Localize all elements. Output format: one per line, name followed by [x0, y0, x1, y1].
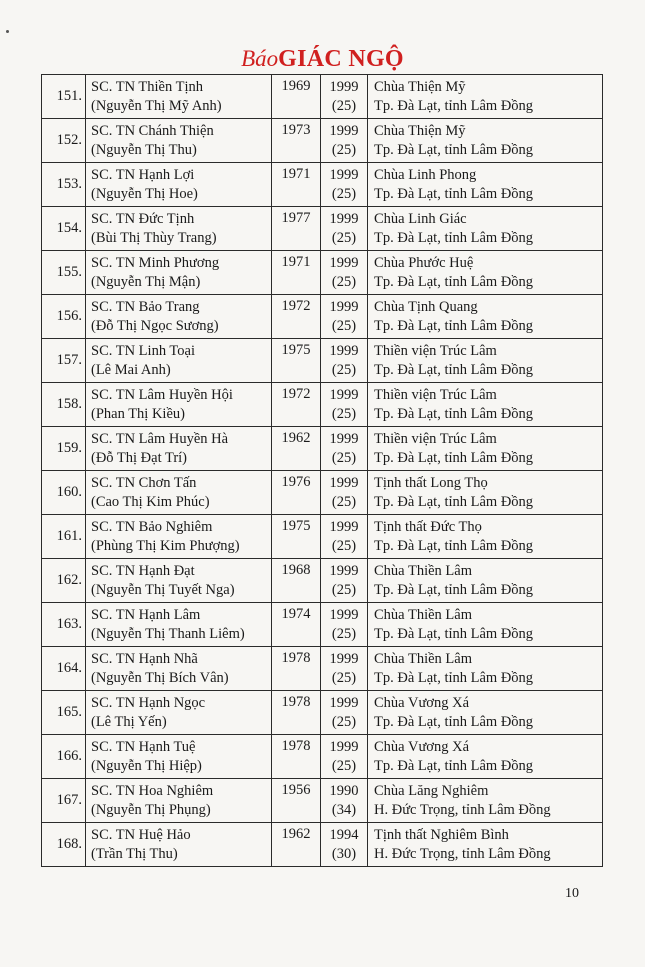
ordination-age: (25) — [331, 273, 357, 290]
birth-year: 1978 — [272, 735, 321, 779]
name-cell — [86, 427, 272, 471]
temple-location: Tp. Đà Lạt, tỉnh Lâm Đồng — [374, 361, 534, 378]
birth-year: 1976 — [272, 471, 321, 515]
ordination-year: 1994 — [329, 826, 359, 843]
ordination-age: (25) — [331, 449, 357, 466]
temple-location: Tp. Đà Lạt, tỉnh Lâm Đồng — [374, 449, 534, 466]
temple-cell — [368, 823, 603, 867]
lay-name: (Trần Thị Thu) — [91, 845, 178, 862]
temple-location: H. Đức Trọng, tỉnh Lâm Đồng — [374, 845, 551, 862]
ordination-cell — [321, 823, 368, 867]
lay-name: (Lê Mai Anh) — [91, 361, 171, 378]
temple-name: Chùa Thiền Lâm — [374, 650, 472, 667]
birth-year: 1978 — [272, 647, 321, 691]
temple-location: Tp. Đà Lạt, tỉnh Lâm Đồng — [374, 229, 534, 246]
birth-year: 1974 — [272, 603, 321, 647]
dharma-name: SC. TN Linh Toại — [91, 342, 195, 359]
table-row — [42, 427, 603, 471]
temple-cell — [368, 515, 603, 559]
temple-location: Tp. Đà Lạt, tỉnh Lâm Đồng — [374, 581, 534, 598]
lay-name: (Nguyễn Thị Hoe) — [91, 185, 198, 202]
ordination-age: (25) — [331, 229, 357, 246]
ordination-year: 1999 — [329, 562, 359, 579]
ordination-cell — [321, 603, 368, 647]
lay-name: (Nguyễn Thị Mận) — [91, 273, 201, 290]
birth-year: 1956 — [272, 779, 321, 823]
temple-name: Chùa Thiện Mỹ — [374, 78, 466, 95]
birth-year: 1978 — [272, 691, 321, 735]
name-cell — [86, 515, 272, 559]
ordination-age: (25) — [331, 581, 357, 598]
temple-cell — [368, 603, 603, 647]
temple-cell — [368, 75, 603, 119]
dharma-name: SC. TN Hạnh Lợi — [91, 166, 195, 183]
ordination-cell — [321, 647, 368, 691]
birth-year: 1968 — [272, 559, 321, 603]
name-cell — [86, 471, 272, 515]
temple-name: Chùa Thiện Mỹ — [374, 122, 466, 139]
lay-name: (Phan Thị Kiều) — [91, 405, 185, 422]
ordination-age: (25) — [331, 405, 357, 422]
dharma-name: SC. TN Bảo Nghiêm — [91, 518, 213, 535]
temple-name: Thiền viện Trúc Lâm — [374, 386, 497, 403]
ordination-cell — [321, 383, 368, 427]
table-row — [42, 823, 603, 867]
name-cell — [86, 647, 272, 691]
dharma-name: SC. TN Thiền Tịnh — [91, 78, 203, 95]
row-number: 167. — [42, 779, 86, 823]
ordination-year: 1999 — [329, 210, 359, 227]
table-row — [42, 559, 603, 603]
temple-location: Tp. Đà Lạt, tỉnh Lâm Đồng — [374, 757, 534, 774]
temple-location: Tp. Đà Lạt, tỉnh Lâm Đồng — [374, 141, 534, 158]
temple-name: Chùa Linh Giác — [374, 210, 467, 227]
temple-cell — [368, 339, 603, 383]
ordination-year: 1999 — [329, 738, 359, 755]
row-number: 157. — [42, 339, 86, 383]
birth-year: 1972 — [272, 295, 321, 339]
dharma-name: SC. TN Hạnh Đạt — [91, 562, 195, 579]
temple-cell — [368, 779, 603, 823]
temple-cell — [368, 427, 603, 471]
row-number: 166. — [42, 735, 86, 779]
ordination-age: (25) — [331, 757, 357, 774]
temple-location: Tp. Đà Lạt, tỉnh Lâm Đồng — [374, 669, 534, 686]
table-row — [42, 207, 603, 251]
table-row — [42, 691, 603, 735]
ordination-year: 1999 — [329, 122, 359, 139]
ordination-cell — [321, 119, 368, 163]
ordination-age: (25) — [331, 625, 357, 642]
row-number: 162. — [42, 559, 86, 603]
lay-name: (Nguyễn Thị Phụng) — [91, 801, 211, 818]
ordination-year: 1999 — [329, 606, 359, 623]
temple-location: Tp. Đà Lạt, tỉnh Lâm Đồng — [374, 713, 534, 730]
ordination-age: (25) — [331, 361, 357, 378]
temple-name: Chùa Vương Xá — [374, 738, 470, 755]
ordination-cell — [321, 427, 368, 471]
masthead-logo — [0, 44, 645, 74]
masthead-part1: Báo — [241, 46, 279, 71]
lay-name: (Phùng Thị Kim Phượng) — [91, 537, 240, 554]
birth-year: 1972 — [272, 383, 321, 427]
name-cell — [86, 251, 272, 295]
temple-location: H. Đức Trọng, tỉnh Lâm Đồng — [374, 801, 551, 818]
temple-name: Tịnh thất Đức Thọ — [374, 518, 482, 535]
row-number: 155. — [42, 251, 86, 295]
ordination-age: (25) — [331, 97, 357, 114]
temple-name: Chùa Tịnh Quang — [374, 298, 478, 315]
dharma-name: SC. TN Hoa Nghiêm — [91, 782, 214, 799]
ordination-year: 1999 — [329, 518, 359, 535]
temple-cell — [368, 735, 603, 779]
temple-cell — [368, 647, 603, 691]
name-cell — [86, 383, 272, 427]
ordination-cell — [321, 471, 368, 515]
row-number: 153. — [42, 163, 86, 207]
ordination-year: 1999 — [329, 430, 359, 447]
row-number: 158. — [42, 383, 86, 427]
ordination-cell — [321, 515, 368, 559]
temple-name: Chùa Thiền Lâm — [374, 606, 472, 623]
ordination-age: (25) — [331, 493, 357, 510]
temple-name: Chùa Vương Xá — [374, 694, 470, 711]
temple-location: Tp. Đà Lạt, tỉnh Lâm Đồng — [374, 97, 534, 114]
table-row — [42, 735, 603, 779]
dharma-name: SC. TN Chánh Thiện — [91, 122, 214, 139]
name-cell — [86, 559, 272, 603]
ordination-year: 1999 — [329, 166, 359, 183]
dharma-name: SC. TN Hạnh Nhã — [91, 650, 198, 667]
lay-name: (Nguyễn Thị Mỹ Anh) — [91, 97, 222, 114]
name-cell — [86, 207, 272, 251]
ordination-age: (25) — [331, 317, 357, 334]
lay-name: (Bùi Thị Thùy Trang) — [91, 229, 217, 246]
table-row — [42, 119, 603, 163]
lay-name: (Nguyễn Thị Bích Vân) — [91, 669, 229, 686]
name-cell — [86, 295, 272, 339]
name-cell — [86, 779, 272, 823]
temple-name: Thiền viện Trúc Lâm — [374, 430, 497, 447]
temple-cell — [368, 559, 603, 603]
ordination-cell — [321, 735, 368, 779]
table-row — [42, 471, 603, 515]
name-cell — [86, 163, 272, 207]
name-cell — [86, 339, 272, 383]
dharma-name: SC. TN Đức Tịnh — [91, 210, 195, 227]
temple-cell — [368, 383, 603, 427]
table-row — [42, 75, 603, 119]
table-row — [42, 251, 603, 295]
ordination-cell — [321, 339, 368, 383]
name-cell — [86, 119, 272, 163]
dharma-name: SC. TN Bảo Trang — [91, 298, 200, 315]
name-cell — [86, 603, 272, 647]
ordination-year: 1999 — [329, 342, 359, 359]
row-number: 164. — [42, 647, 86, 691]
birth-year: 1969 — [272, 75, 321, 119]
temple-name: Chùa Lăng Nghiêm — [374, 782, 489, 799]
ordination-age: (25) — [331, 185, 357, 202]
temple-name: Thiền viện Trúc Lâm — [374, 342, 497, 359]
ordination-year: 1999 — [329, 78, 359, 95]
ordination-cell — [321, 251, 368, 295]
row-number: 156. — [42, 295, 86, 339]
birth-year: 1977 — [272, 207, 321, 251]
row-number: 165. — [42, 691, 86, 735]
ordination-year: 1990 — [329, 782, 359, 799]
ordination-year: 1999 — [329, 694, 359, 711]
temple-cell — [368, 251, 603, 295]
table-row — [42, 515, 603, 559]
table-row — [42, 339, 603, 383]
table-row — [42, 295, 603, 339]
ordination-age: (25) — [331, 141, 357, 158]
row-number: 163. — [42, 603, 86, 647]
birth-year: 1973 — [272, 119, 321, 163]
temple-location: Tp. Đà Lạt, tỉnh Lâm Đồng — [374, 405, 534, 422]
page-mark — [6, 30, 9, 33]
dharma-name: SC. TN Minh Phương — [91, 254, 220, 271]
temple-name: Chùa Thiền Lâm — [374, 562, 472, 579]
ordination-year: 1999 — [329, 254, 359, 271]
row-number: 168. — [42, 823, 86, 867]
name-cell — [86, 691, 272, 735]
temple-cell — [368, 691, 603, 735]
ordination-age: (25) — [331, 537, 357, 554]
temple-location: Tp. Đà Lạt, tỉnh Lâm Đồng — [374, 493, 534, 510]
temple-location: Tp. Đà Lạt, tỉnh Lâm Đồng — [374, 317, 534, 334]
ordination-cell — [321, 75, 368, 119]
ordination-year: 1999 — [329, 650, 359, 667]
table-row — [42, 603, 603, 647]
row-number: 160. — [42, 471, 86, 515]
temple-name: Tịnh thất Long Thọ — [374, 474, 488, 491]
name-cell — [86, 75, 272, 119]
lay-name: (Nguyễn Thị Thanh Liêm) — [91, 625, 245, 642]
dharma-name: SC. TN Chơn Tấn — [91, 474, 197, 491]
roster-table — [41, 74, 603, 867]
table-row — [42, 383, 603, 427]
page-number: 10 — [565, 886, 579, 901]
birth-year: 1962 — [272, 427, 321, 471]
ordination-age: (25) — [331, 713, 357, 730]
temple-name: Chùa Phước Huệ — [374, 254, 474, 271]
temple-name: Chùa Linh Phong — [374, 166, 477, 183]
name-cell — [86, 823, 272, 867]
ordination-cell — [321, 295, 368, 339]
temple-cell — [368, 471, 603, 515]
temple-cell — [368, 163, 603, 207]
ordination-age: (34) — [331, 801, 357, 818]
ordination-cell — [321, 779, 368, 823]
ordination-cell — [321, 163, 368, 207]
roster-body — [42, 75, 603, 867]
table-row — [42, 647, 603, 691]
name-cell — [86, 735, 272, 779]
lay-name: (Nguyễn Thị Tuyết Nga) — [91, 581, 235, 598]
lay-name: (Nguyễn Thị Thu) — [91, 141, 197, 158]
dharma-name: SC. TN Lâm Huyền Hội — [91, 386, 233, 403]
birth-year: 1962 — [272, 823, 321, 867]
ordination-cell — [321, 559, 368, 603]
lay-name: (Lê Thị Yến) — [91, 713, 167, 730]
dharma-name: SC. TN Hạnh Lâm — [91, 606, 201, 623]
table-row — [42, 163, 603, 207]
row-number: 154. — [42, 207, 86, 251]
table-row — [42, 779, 603, 823]
ordination-age: (25) — [331, 669, 357, 686]
masthead-part2: GIÁC NGỘ — [278, 46, 404, 72]
ordination-year: 1999 — [329, 298, 359, 315]
lay-name: (Cao Thị Kim Phúc) — [91, 493, 210, 510]
dharma-name: SC. TN Hạnh Tuệ — [91, 738, 196, 755]
row-number: 152. — [42, 119, 86, 163]
temple-name: Tịnh thất Nghiêm Bình — [374, 826, 509, 843]
row-number: 161. — [42, 515, 86, 559]
dharma-name: SC. TN Hạnh Ngọc — [91, 694, 206, 711]
ordination-year: 1999 — [329, 386, 359, 403]
temple-location: Tp. Đà Lạt, tỉnh Lâm Đồng — [374, 185, 534, 202]
temple-cell — [368, 295, 603, 339]
temple-location: Tp. Đà Lạt, tỉnh Lâm Đồng — [374, 625, 534, 642]
ordination-cell — [321, 207, 368, 251]
dharma-name: SC. TN Huệ Hảo — [91, 826, 191, 843]
temple-cell — [368, 207, 603, 251]
lay-name: (Đỗ Thị Ngọc Sương) — [91, 317, 219, 334]
lay-name: (Nguyễn Thị Hiệp) — [91, 757, 202, 774]
lay-name: (Đỗ Thị Đạt Trí) — [91, 449, 188, 466]
birth-year: 1971 — [272, 251, 321, 295]
ordination-cell — [321, 691, 368, 735]
temple-location: Tp. Đà Lạt, tỉnh Lâm Đồng — [374, 537, 534, 554]
temple-cell — [368, 119, 603, 163]
temple-location: Tp. Đà Lạt, tỉnh Lâm Đồng — [374, 273, 534, 290]
birth-year: 1971 — [272, 163, 321, 207]
birth-year: 1975 — [272, 515, 321, 559]
row-number: 151. — [42, 75, 86, 119]
ordination-year: 1999 — [329, 474, 359, 491]
birth-year: 1975 — [272, 339, 321, 383]
dharma-name: SC. TN Lâm Huyền Hà — [91, 430, 229, 447]
row-number: 159. — [42, 427, 86, 471]
ordination-age: (30) — [331, 845, 357, 862]
